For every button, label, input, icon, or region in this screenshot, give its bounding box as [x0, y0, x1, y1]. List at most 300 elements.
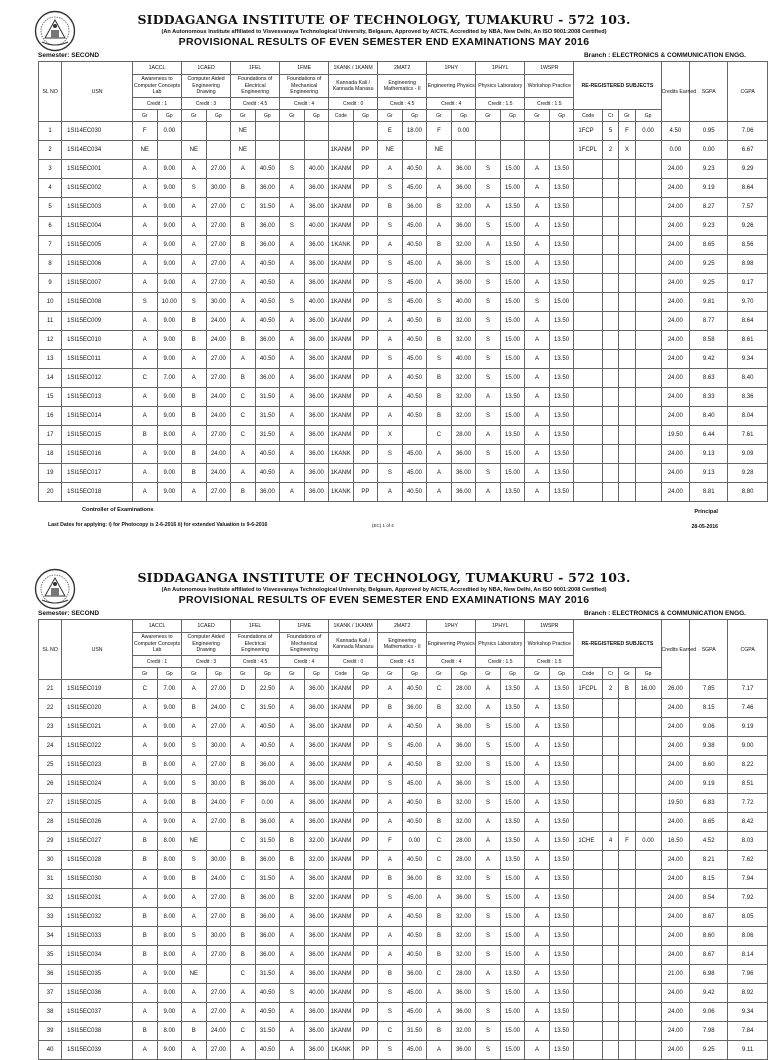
table-cell: 13.50: [500, 198, 525, 217]
table-cell: [635, 908, 661, 927]
table-cell: B: [427, 946, 452, 965]
table-cell: X: [378, 426, 403, 445]
table-cell: S: [280, 160, 305, 179]
table-cell: B: [427, 813, 452, 832]
table-cell: 8.40: [728, 369, 768, 388]
table-cell: A: [525, 889, 550, 908]
table-cell: S: [476, 1022, 501, 1041]
table-cell: [549, 122, 574, 141]
table-cell: [619, 1003, 635, 1022]
table-row: [39, 388, 768, 407]
table-cell: A: [182, 1041, 207, 1060]
table-cell: [602, 255, 618, 274]
table-cell: 40.50: [402, 331, 427, 350]
usn-cell: 1SI15EC022: [62, 737, 133, 756]
table-cell: [574, 756, 603, 775]
table-cell: PP: [353, 1022, 378, 1041]
usn-cell: 1SI15EC002: [62, 179, 133, 198]
table-cell: [635, 179, 661, 198]
table-cell: 1KANM: [329, 293, 354, 312]
table-cell: A: [280, 1041, 305, 1060]
table-cell: 16.50: [661, 832, 690, 851]
table-cell: 8.58: [690, 331, 728, 350]
table-cell: 9.00: [157, 813, 182, 832]
usn-cell: 1SI15EC004: [62, 217, 133, 236]
table-cell: [602, 483, 618, 502]
table-cell: A: [280, 718, 305, 737]
table-cell: A: [231, 293, 256, 312]
header-gp: Gp: [451, 110, 476, 122]
principal-label: Principal: [694, 509, 718, 515]
table-cell: A: [280, 312, 305, 331]
table-cell: 40.00: [451, 350, 476, 369]
table-cell: 36.00: [451, 464, 476, 483]
table-cell: C: [133, 680, 158, 699]
table-cell: B: [280, 889, 305, 908]
header-gr: Gr: [182, 668, 207, 680]
table-cell: PP: [353, 832, 378, 851]
header-gr: Gr: [427, 668, 452, 680]
table-cell: [574, 1041, 603, 1060]
table-cell: 9.70: [728, 293, 768, 312]
table-cell: [574, 236, 603, 255]
table-cell: 36.00: [255, 369, 280, 388]
table-cell: PP: [353, 160, 378, 179]
header-code: Code: [574, 110, 603, 122]
table-cell: 11: [39, 312, 62, 331]
table-cell: 13.50: [549, 870, 574, 889]
table-cell: 8.60: [690, 756, 728, 775]
header-subject-credit: Credit : 1.5: [476, 656, 525, 668]
table-cell: A: [133, 794, 158, 813]
table-cell: [574, 946, 603, 965]
table-cell: 24.00: [661, 699, 690, 718]
table-cell: 36.00: [451, 775, 476, 794]
table-cell: S: [476, 1041, 501, 1060]
table-row: [39, 775, 768, 794]
table-cell: 13.50: [549, 851, 574, 870]
table-cell: 15.00: [500, 1022, 525, 1041]
header-subject-name: Engineering Physics: [427, 633, 476, 656]
table-cell: A: [182, 198, 207, 217]
table-cell: 13.50: [549, 198, 574, 217]
table-cell: A: [133, 464, 158, 483]
table-cell: 8.60: [690, 927, 728, 946]
table-cell: 36.00: [451, 179, 476, 198]
table-cell: A: [182, 483, 207, 502]
table-cell: 22.50: [255, 680, 280, 699]
table-cell: 40.50: [402, 718, 427, 737]
table-cell: 15.00: [500, 445, 525, 464]
table-cell: 40.50: [255, 350, 280, 369]
table-cell: 40.00: [451, 293, 476, 312]
table-cell: 22: [39, 699, 62, 718]
table-cell: PP: [353, 718, 378, 737]
table-cell: 40.50: [255, 445, 280, 464]
table-cell: B: [231, 756, 256, 775]
table-cell: [574, 312, 603, 331]
table-cell: 8.61: [728, 331, 768, 350]
table-cell: 0.00: [157, 122, 182, 141]
table-cell: 6.83: [690, 794, 728, 813]
table-cell: 31.50: [255, 699, 280, 718]
table-cell: 9.00: [157, 889, 182, 908]
table-cell: [602, 1003, 618, 1022]
table-cell: S: [378, 984, 403, 1003]
table-cell: 9.34: [728, 1003, 768, 1022]
table-cell: 32.00: [304, 832, 329, 851]
table-cell: 13.50: [549, 464, 574, 483]
table-cell: 27.00: [206, 217, 231, 236]
header-gp: Gp: [353, 110, 378, 122]
table-cell: [619, 369, 635, 388]
table-cell: 1KANM: [329, 965, 354, 984]
table-cell: PP: [353, 908, 378, 927]
table-cell: [602, 236, 618, 255]
header-gp: Gp: [206, 668, 231, 680]
table-cell: A: [476, 483, 501, 502]
table-cell: 13.50: [549, 483, 574, 502]
table-cell: A: [280, 407, 305, 426]
table-cell: 1KANM: [329, 312, 354, 331]
table-cell: 30.00: [206, 179, 231, 198]
table-cell: 36.00: [304, 369, 329, 388]
table-cell: A: [280, 794, 305, 813]
table-cell: 9.13: [690, 445, 728, 464]
table-cell: 8.64: [728, 179, 768, 198]
table-cell: [500, 141, 525, 160]
table-cell: B: [133, 426, 158, 445]
header-slno: SL NO: [39, 620, 62, 680]
table-cell: 32.00: [304, 851, 329, 870]
table-cell: B: [182, 794, 207, 813]
table-cell: A: [427, 775, 452, 794]
table-cell: 15.00: [500, 179, 525, 198]
table-cell: A: [280, 699, 305, 718]
table-cell: 30.00: [206, 851, 231, 870]
table-cell: [602, 813, 618, 832]
table-cell: S: [182, 293, 207, 312]
table-cell: 0.00: [635, 122, 661, 141]
table-cell: 9.00: [157, 699, 182, 718]
table-cell: 1KANM: [329, 984, 354, 1003]
table-row: [39, 794, 768, 813]
table-cell: PP: [353, 255, 378, 274]
header-subject-name: Awareness to Computer Concepts Lab: [133, 633, 182, 656]
table-cell: 8.42: [728, 813, 768, 832]
table-cell: 13.50: [549, 775, 574, 794]
table-cell: A: [182, 274, 207, 293]
table-cell: 9.34: [728, 350, 768, 369]
table-cell: B: [231, 851, 256, 870]
table-cell: 13.50: [549, 1022, 574, 1041]
table-cell: 36.00: [451, 737, 476, 756]
table-cell: [619, 331, 635, 350]
table-cell: PP: [353, 198, 378, 217]
table-cell: 1KANM: [329, 813, 354, 832]
table-cell: [525, 141, 550, 160]
table-row: [39, 217, 768, 236]
table-cell: C: [133, 369, 158, 388]
table-cell: A: [280, 1003, 305, 1022]
table-cell: A: [133, 179, 158, 198]
table-cell: 2: [602, 141, 618, 160]
table-cell: 31.50: [255, 870, 280, 889]
table-cell: [574, 388, 603, 407]
header-gr: Gr: [378, 668, 403, 680]
table-cell: 13.50: [549, 369, 574, 388]
table-cell: S: [280, 293, 305, 312]
header-subject-code: 1FME: [280, 62, 329, 75]
table-row: [39, 236, 768, 255]
table-cell: 1KANM: [329, 851, 354, 870]
table-cell: [549, 141, 574, 160]
table-cell: 15.00: [500, 984, 525, 1003]
institute-name: SIDDAGANGA INSTITUTE OF TECHNOLOGY, TUMAKURU - 572 103.: [137, 570, 631, 585]
table-cell: A: [133, 407, 158, 426]
table-cell: 26.00: [661, 680, 690, 699]
table-cell: 5: [39, 198, 62, 217]
table-cell: 27.00: [206, 236, 231, 255]
table-cell: 13.50: [549, 445, 574, 464]
table-cell: 8.04: [728, 407, 768, 426]
table-cell: A: [182, 369, 207, 388]
table-cell: [574, 274, 603, 293]
table-cell: [619, 946, 635, 965]
table-cell: 1KANM: [329, 217, 354, 236]
table-cell: 24.00: [661, 407, 690, 426]
table-cell: NE: [231, 141, 256, 160]
table-cell: [619, 255, 635, 274]
table-cell: 15.00: [500, 756, 525, 775]
table-cell: PP: [353, 350, 378, 369]
header-subject-name: Kannada Kali / Kannada Manasu: [329, 75, 378, 98]
table-cell: A: [525, 1022, 550, 1041]
table-cell: 24.00: [661, 946, 690, 965]
header-subject-credit: Credit : 4.5: [231, 656, 280, 668]
table-cell: A: [133, 965, 158, 984]
table-cell: 9.00: [157, 388, 182, 407]
table-cell: 8.63: [690, 369, 728, 388]
table-cell: [619, 870, 635, 889]
table-cell: 24.00: [206, 699, 231, 718]
header-subject-name: Awareness to Computer Concepts Lab: [133, 75, 182, 98]
table-cell: 8.27: [690, 198, 728, 217]
table-cell: C: [427, 851, 452, 870]
table-cell: 24.00: [661, 483, 690, 502]
table-cell: 1KANM: [329, 255, 354, 274]
table-cell: D: [231, 680, 256, 699]
header-subject-name: Foundations of Mechanical Engineering: [280, 75, 329, 98]
table-cell: 2: [39, 141, 62, 160]
table-cell: [574, 965, 603, 984]
table-cell: 27.00: [206, 483, 231, 502]
table-cell: B: [427, 407, 452, 426]
table-cell: 8.21: [690, 851, 728, 870]
table-cell: B: [182, 870, 207, 889]
table-cell: [602, 756, 618, 775]
table-cell: [635, 946, 661, 965]
table-cell: 37: [39, 984, 62, 1003]
table-cell: B: [133, 756, 158, 775]
table-cell: 1KANM: [329, 407, 354, 426]
table-cell: 36.00: [451, 483, 476, 502]
table-cell: [525, 122, 550, 141]
table-cell: A: [378, 483, 403, 502]
table-cell: 36.00: [255, 908, 280, 927]
table-row: [39, 312, 768, 331]
header-slno: SL NO: [39, 62, 62, 122]
table-cell: A: [133, 737, 158, 756]
table-cell: [635, 255, 661, 274]
table-cell: 8.65: [690, 236, 728, 255]
table-cell: 8.03: [728, 832, 768, 851]
table-cell: 24.00: [661, 889, 690, 908]
table-cell: [602, 388, 618, 407]
header-subject-name: Engineering Physics: [427, 75, 476, 98]
table-cell: 24.00: [206, 407, 231, 426]
table-cell: A: [525, 483, 550, 502]
institute-subtitle: (An Autonomous Institute affiliated to Visvesvaraya Technological University, Belgaum, Approved by AICTE, Accredited by NBA, New Delhi, An ISO 9001:2008 Certified): [161, 587, 607, 593]
header-subject-name: Computer Aided Engineering Drawing: [182, 75, 231, 98]
table-cell: 32.00: [451, 699, 476, 718]
table-cell: [602, 1022, 618, 1041]
usn-cell: 1SI15EC008: [62, 293, 133, 312]
table-cell: C: [427, 680, 452, 699]
table-cell: [635, 293, 661, 312]
table-cell: A: [525, 312, 550, 331]
table-cell: S: [476, 407, 501, 426]
table-cell: A: [182, 756, 207, 775]
table-cell: 8.81: [690, 483, 728, 502]
table-cell: [304, 141, 329, 160]
table-cell: 9.25: [690, 274, 728, 293]
table-cell: 13.50: [549, 1003, 574, 1022]
table-cell: 15.00: [500, 217, 525, 236]
table-cell: [619, 426, 635, 445]
table-cell: 8.51: [728, 775, 768, 794]
table-cell: [574, 179, 603, 198]
table-cell: [574, 1022, 603, 1041]
table-cell: A: [280, 946, 305, 965]
header-subject-name: Engineering Mathematics - II: [378, 633, 427, 656]
table-cell: 45.00: [402, 179, 427, 198]
table-cell: 36.00: [451, 274, 476, 293]
table-cell: A: [525, 946, 550, 965]
table-cell: [635, 718, 661, 737]
table-cell: 6: [39, 217, 62, 236]
table-cell: 24.00: [206, 1022, 231, 1041]
table-cell: 36.00: [255, 889, 280, 908]
table-cell: 27.00: [206, 680, 231, 699]
table-cell: [619, 1041, 635, 1060]
table-cell: 13.50: [549, 908, 574, 927]
table-cell: 7.62: [728, 851, 768, 870]
usn-cell: 1SI15EC013: [62, 388, 133, 407]
table-cell: [602, 718, 618, 737]
table-cell: A: [231, 1041, 256, 1060]
table-cell: 9.00: [157, 775, 182, 794]
table-cell: 9.00: [157, 407, 182, 426]
table-cell: [602, 350, 618, 369]
table-cell: 45.00: [402, 464, 427, 483]
table-cell: [602, 407, 618, 426]
table-cell: 9.25: [690, 1041, 728, 1060]
table-cell: S: [476, 350, 501, 369]
table-cell: 9.00: [157, 312, 182, 331]
table-cell: A: [427, 217, 452, 236]
table-cell: 31.50: [255, 407, 280, 426]
header-subject-code: 1PHY: [427, 620, 476, 633]
table-cell: 8.00: [157, 832, 182, 851]
table-cell: A: [231, 984, 256, 1003]
table-cell: S: [378, 737, 403, 756]
table-cell: PP: [353, 426, 378, 445]
table-cell: 13.50: [549, 756, 574, 775]
usn-cell: 1SI15EC016: [62, 445, 133, 464]
table-cell: PP: [353, 794, 378, 813]
header-gp: Gp: [157, 668, 182, 680]
table-cell: A: [280, 445, 305, 464]
header-subject-credit: Credit : 1: [133, 656, 182, 668]
table-cell: [602, 889, 618, 908]
table-cell: A: [133, 718, 158, 737]
table-cell: [619, 198, 635, 217]
table-cell: A: [280, 775, 305, 794]
table-cell: A: [280, 737, 305, 756]
table-cell: A: [525, 274, 550, 293]
table-cell: 8.65: [690, 813, 728, 832]
table-cell: A: [182, 426, 207, 445]
table-cell: 12: [39, 331, 62, 350]
table-cell: 9.42: [690, 984, 728, 1003]
table-cell: [635, 407, 661, 426]
table-cell: [635, 464, 661, 483]
table-cell: A: [525, 718, 550, 737]
table-cell: [635, 794, 661, 813]
table-cell: S: [378, 889, 403, 908]
table-cell: 1KANM: [329, 350, 354, 369]
table-cell: [353, 122, 378, 141]
table-cell: [402, 141, 427, 160]
table-cell: A: [133, 198, 158, 217]
table-cell: 36.00: [255, 236, 280, 255]
table-cell: A: [427, 984, 452, 1003]
table-cell: B: [231, 236, 256, 255]
table-cell: [619, 312, 635, 331]
table-cell: F: [133, 122, 158, 141]
table-cell: [635, 312, 661, 331]
table-cell: 15.00: [500, 927, 525, 946]
header-subject-credit: Credit : 4.5: [378, 98, 427, 110]
table-cell: S: [476, 775, 501, 794]
table-cell: [476, 122, 501, 141]
table-row: [39, 274, 768, 293]
table-cell: A: [231, 445, 256, 464]
table-cell: 36.00: [304, 737, 329, 756]
table-cell: 31.50: [255, 832, 280, 851]
header-cgpa: CGPA: [728, 62, 768, 122]
table-cell: [602, 870, 618, 889]
header-gp: Gp: [157, 110, 182, 122]
table-cell: B: [231, 483, 256, 502]
table-cell: [329, 122, 354, 141]
table-cell: A: [525, 756, 550, 775]
table-cell: [635, 141, 661, 160]
table-cell: A: [525, 965, 550, 984]
table-cell: [619, 464, 635, 483]
table-cell: 36.00: [451, 255, 476, 274]
